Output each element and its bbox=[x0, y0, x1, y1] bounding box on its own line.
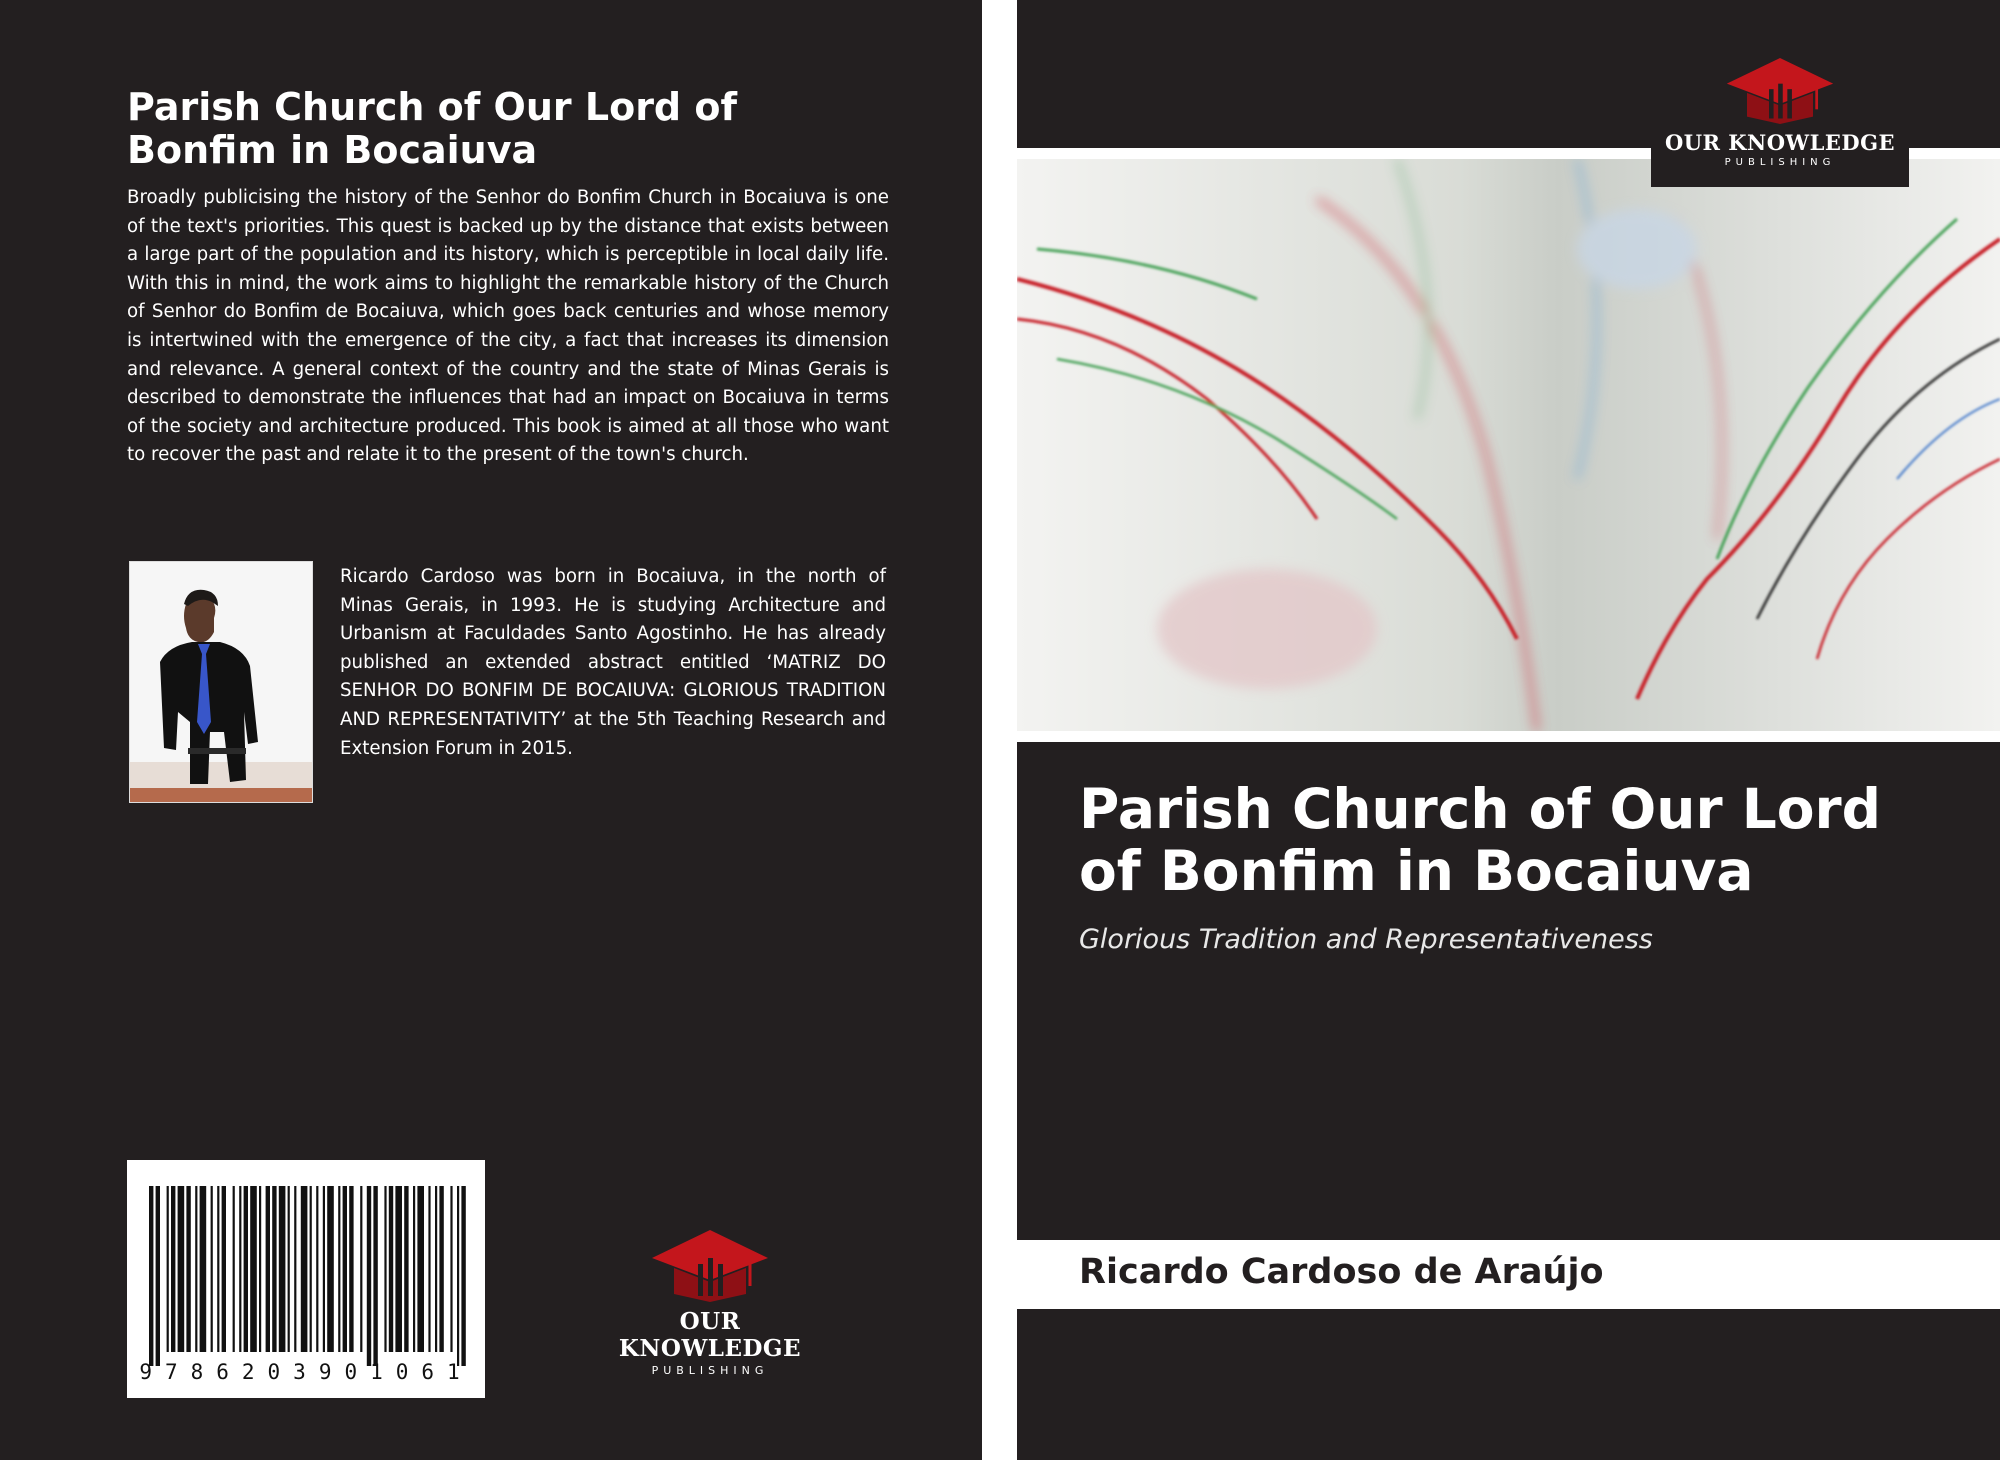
barcode-bar bbox=[279, 1186, 286, 1352]
isbn-barcode bbox=[127, 1160, 485, 1398]
barcode-bar bbox=[373, 1186, 377, 1366]
author-bio: Ricardo Cardoso was born in Bocaiuva, in the north of Minas Gerais, in 1993. He is studying Architecture and Urbanism at Faculdades Santo Agostinho. He has already published an extended abstract entitled ‘MATRIZ DO SENHOR DO BONFIM DE BOCAIUVA: GLORIOUS TRADITION AND REPRESENTATIVITY’ at the 5th Teaching Research and Extension Forum in 2015. bbox=[340, 566, 886, 759]
barcode-bar bbox=[327, 1186, 334, 1352]
back-cover-title: Parish Church of Our Lord of Bonfim in Bocaiuva bbox=[127, 85, 738, 172]
barcode-bar bbox=[360, 1186, 362, 1352]
barcode-bar bbox=[395, 1186, 402, 1352]
barcode-bar bbox=[259, 1186, 261, 1352]
author-portrait-illustration bbox=[130, 562, 312, 802]
barcode-bar bbox=[316, 1186, 318, 1352]
front-cover-title: Parish Church of Our Lord of Bonfim in Bocaiuva bbox=[1079, 777, 1882, 903]
barcode-bar bbox=[428, 1186, 430, 1352]
barcode-bar bbox=[244, 1186, 248, 1352]
graduation-cap-icon bbox=[650, 1228, 770, 1304]
barcode-digits: 9786203901061 bbox=[139, 1360, 473, 1384]
divider-middle bbox=[1017, 731, 2000, 742]
barcode-bar bbox=[435, 1186, 437, 1352]
barcode-bar bbox=[250, 1186, 257, 1352]
publisher-sub: PUBLISHING bbox=[1724, 157, 1836, 168]
barcode-bar bbox=[272, 1186, 276, 1352]
barcode-bar bbox=[338, 1186, 340, 1352]
barcode-bar bbox=[149, 1186, 153, 1366]
publisher-sub: PUBLISHING bbox=[651, 1364, 769, 1377]
barcode-bar bbox=[171, 1186, 175, 1352]
barcode-bar bbox=[239, 1186, 241, 1352]
front-cover-subtitle: Glorious Tradition and Representativeness bbox=[1079, 924, 1653, 955]
publisher-logo-front-box bbox=[1651, 0, 1909, 187]
barcode-bar bbox=[266, 1186, 270, 1352]
barcode-bar bbox=[178, 1186, 185, 1352]
author-name: Ricardo Cardoso de Araújo bbox=[1079, 1252, 1604, 1292]
barcode-bar bbox=[294, 1186, 296, 1352]
barcode-bar bbox=[461, 1186, 465, 1366]
book-blurb: Broadly publicising the history of the Senhor do Bonfim Church in Bocaiuva is one of the text's priorities. This quest is backed up by the distance that exists between a large part of the population and its history, which is perceptible in local daily life. With this in mind, the work aims to highlight the remarkable history of the Church of Senhor do Bonfim de Bocaiuva, which goes back centuries and whose memory is intertwined with the emergence of the city, a fact that increases its dimension and relevance. A general context of the country and the state of Minas Gerais is described to demonstrate the influences that had an impact on Bocaiuva in terms of the society and architecture produced. This book is aimed at all those who want to recover the past and relate it to the present of the town's church. bbox=[127, 187, 889, 466]
publisher-logo-back bbox=[588, 1228, 832, 1377]
barcode-bar bbox=[222, 1186, 226, 1352]
barcode-bar bbox=[217, 1186, 219, 1352]
barcode-bar bbox=[404, 1186, 408, 1352]
author-photo bbox=[129, 561, 313, 803]
publisher-logo-front bbox=[1651, 56, 1909, 168]
author-band bbox=[1017, 1240, 2000, 1309]
barcode-bar bbox=[343, 1186, 347, 1352]
barcode-bar bbox=[200, 1186, 207, 1352]
barcode-bar bbox=[417, 1186, 424, 1352]
back-cover bbox=[0, 0, 982, 1460]
barcode-bar bbox=[457, 1186, 459, 1366]
barcode-bar bbox=[233, 1186, 235, 1352]
barcode-bar bbox=[389, 1186, 393, 1352]
barcode-bar bbox=[367, 1186, 371, 1366]
barcode-bar bbox=[413, 1186, 415, 1352]
barcode-bar bbox=[195, 1186, 197, 1352]
publisher-name: OUR KNOWLEDGE bbox=[1664, 130, 1896, 155]
barcode-bar bbox=[310, 1186, 312, 1352]
barcode-bar bbox=[211, 1186, 213, 1352]
barcode-bar bbox=[156, 1186, 160, 1366]
barcode-bar bbox=[301, 1186, 308, 1352]
barcode-bar bbox=[384, 1186, 386, 1352]
barcode-bar bbox=[439, 1186, 443, 1352]
barcode-bar bbox=[167, 1186, 169, 1352]
road-map-illustration bbox=[1017, 159, 2000, 731]
barcode-bar bbox=[186, 1186, 190, 1352]
barcode-bar bbox=[323, 1186, 325, 1352]
publisher-name: OUR KNOWLEDGE bbox=[618, 1308, 802, 1362]
barcode-bar bbox=[288, 1186, 290, 1352]
barcode-bar bbox=[450, 1186, 452, 1352]
barcode-bar bbox=[349, 1186, 353, 1352]
front-cover bbox=[1017, 0, 2000, 1460]
cover-map-image bbox=[1017, 159, 2000, 731]
graduation-cap-icon bbox=[1725, 56, 1835, 126]
